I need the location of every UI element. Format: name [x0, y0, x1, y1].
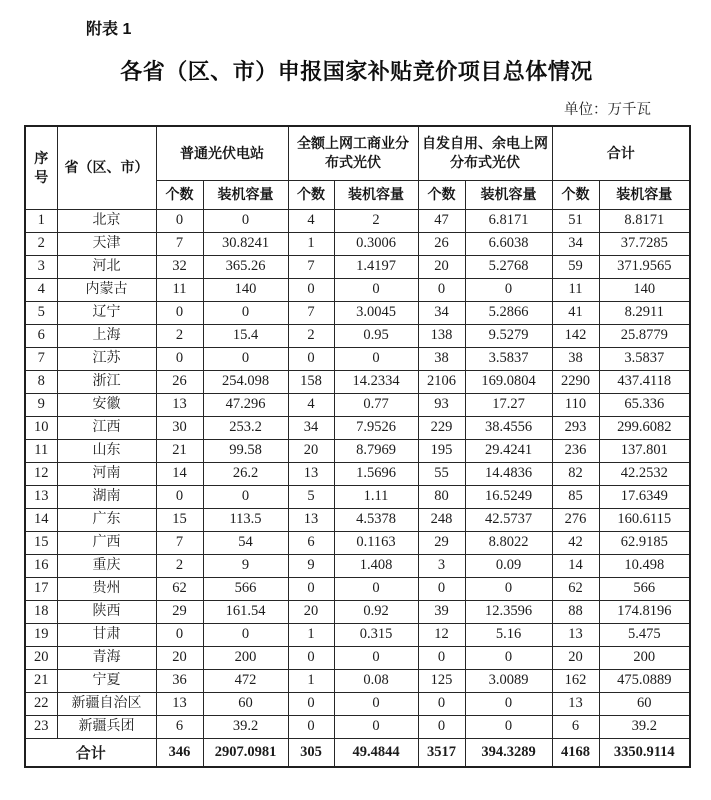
subheader-count: 个数 — [288, 180, 334, 209]
count-cell: 276 — [552, 508, 599, 531]
count-cell: 7 — [156, 531, 203, 554]
count-cell: 32 — [156, 255, 203, 278]
table-row — [25, 623, 690, 646]
table-row — [25, 209, 690, 232]
capacity-cell: 0 — [465, 278, 552, 301]
subheader-capacity: 装机容量 — [599, 180, 690, 209]
table-row — [25, 669, 690, 692]
count-cell: 9 — [288, 554, 334, 577]
capacity-cell: 0.92 — [334, 600, 418, 623]
row-number-cell: 23 — [25, 715, 57, 738]
count-cell: 125 — [418, 669, 465, 692]
province-cell: 山东 — [57, 439, 156, 462]
count-cell: 36 — [156, 669, 203, 692]
capacity-cell: 0 — [334, 646, 418, 669]
count-cell: 2 — [288, 324, 334, 347]
count-cell: 6 — [156, 715, 203, 738]
capacity-cell: 160.6115 — [599, 508, 690, 531]
province-cell: 新疆兵团 — [57, 715, 156, 738]
count-cell: 248 — [418, 508, 465, 531]
capacity-cell: 113.5 — [203, 508, 288, 531]
capacity-cell: 371.9565 — [599, 255, 690, 278]
capacity-cell: 65.336 — [599, 393, 690, 416]
table-row — [25, 393, 690, 416]
count-cell: 7 — [156, 232, 203, 255]
row-number-cell: 19 — [25, 623, 57, 646]
province-cell: 广东 — [57, 508, 156, 531]
count-cell: 38 — [552, 347, 599, 370]
count-cell: 26 — [418, 232, 465, 255]
count-cell: 13 — [552, 692, 599, 715]
capacity-cell: 16.5249 — [465, 485, 552, 508]
table-row — [25, 508, 690, 531]
table-footer — [25, 738, 690, 767]
count-cell: 21 — [156, 439, 203, 462]
capacity-cell: 1.5696 — [334, 462, 418, 485]
count-cell: 1 — [288, 232, 334, 255]
count-cell: 0 — [156, 301, 203, 324]
row-number-cell: 2 — [25, 232, 57, 255]
row-number-cell: 10 — [25, 416, 57, 439]
row-number-cell: 6 — [25, 324, 57, 347]
count-cell: 0 — [156, 347, 203, 370]
row-number-cell: 13 — [25, 485, 57, 508]
capacity-cell: 42.2532 — [599, 462, 690, 485]
subheader-count: 个数 — [156, 180, 203, 209]
capacity-cell: 0.95 — [334, 324, 418, 347]
row-number-cell: 3 — [25, 255, 57, 278]
capacity-cell: 0 — [465, 692, 552, 715]
table-row — [25, 577, 690, 600]
capacity-cell: 1.408 — [334, 554, 418, 577]
table-row — [25, 324, 690, 347]
count-cell: 20 — [288, 439, 334, 462]
count-cell: 7 — [288, 255, 334, 278]
capacity-cell: 14.4836 — [465, 462, 552, 485]
capacity-cell: 169.0804 — [465, 370, 552, 393]
count-cell: 82 — [552, 462, 599, 485]
province-cell: 广西 — [57, 531, 156, 554]
capacity-cell: 0 — [465, 715, 552, 738]
capacity-cell: 5.2768 — [465, 255, 552, 278]
capacity-cell: 7.9526 — [334, 416, 418, 439]
province-cell: 江苏 — [57, 347, 156, 370]
total-capacity-cell: 394.3289 — [465, 738, 552, 767]
capacity-cell: 365.26 — [203, 255, 288, 278]
province-cell: 湖南 — [57, 485, 156, 508]
row-number-cell: 21 — [25, 669, 57, 692]
capacity-cell: 0 — [465, 577, 552, 600]
capacity-cell: 15.4 — [203, 324, 288, 347]
table-row — [25, 439, 690, 462]
capacity-cell: 3.0045 — [334, 301, 418, 324]
capacity-cell: 5.475 — [599, 623, 690, 646]
row-number-cell: 12 — [25, 462, 57, 485]
capacity-cell: 8.2911 — [599, 301, 690, 324]
row-number-cell: 1 — [25, 209, 57, 232]
header-group-total: 合计 — [552, 126, 690, 180]
capacity-cell: 29.4241 — [465, 439, 552, 462]
table-row — [25, 301, 690, 324]
row-number-cell: 8 — [25, 370, 57, 393]
capacity-cell: 25.8779 — [599, 324, 690, 347]
capacity-cell: 0.77 — [334, 393, 418, 416]
count-cell: 42 — [552, 531, 599, 554]
capacity-cell: 3.5837 — [465, 347, 552, 370]
table-row — [25, 347, 690, 370]
capacity-cell: 4.5378 — [334, 508, 418, 531]
row-number-cell: 7 — [25, 347, 57, 370]
count-cell: 2290 — [552, 370, 599, 393]
count-cell: 0 — [288, 347, 334, 370]
province-cell: 浙江 — [57, 370, 156, 393]
subheader-count: 个数 — [552, 180, 599, 209]
capacity-cell: 3.5837 — [599, 347, 690, 370]
count-cell: 1 — [288, 669, 334, 692]
capacity-cell: 0.1163 — [334, 531, 418, 554]
count-cell: 4 — [288, 393, 334, 416]
province-cell: 河北 — [57, 255, 156, 278]
capacity-cell: 0 — [203, 623, 288, 646]
province-cell: 新疆自治区 — [57, 692, 156, 715]
total-count-cell: 305 — [288, 738, 334, 767]
province-cell: 江西 — [57, 416, 156, 439]
capacity-cell: 99.58 — [203, 439, 288, 462]
total-capacity-cell: 3350.9114 — [599, 738, 690, 767]
row-number-cell: 22 — [25, 692, 57, 715]
count-cell: 62 — [156, 577, 203, 600]
count-cell: 51 — [552, 209, 599, 232]
capacity-cell: 1.11 — [334, 485, 418, 508]
row-number-cell: 5 — [25, 301, 57, 324]
capacity-cell: 2 — [334, 209, 418, 232]
count-cell: 13 — [552, 623, 599, 646]
capacity-cell: 10.498 — [599, 554, 690, 577]
capacity-cell: 437.4118 — [599, 370, 690, 393]
count-cell: 7 — [288, 301, 334, 324]
count-cell: 293 — [552, 416, 599, 439]
count-cell: 88 — [552, 600, 599, 623]
count-cell: 11 — [156, 278, 203, 301]
total-row — [25, 738, 690, 767]
capacity-cell: 17.27 — [465, 393, 552, 416]
subheader-capacity: 装机容量 — [465, 180, 552, 209]
capacity-cell: 12.3596 — [465, 600, 552, 623]
capacity-cell: 566 — [203, 577, 288, 600]
capacity-cell: 140 — [599, 278, 690, 301]
row-number-cell: 18 — [25, 600, 57, 623]
count-cell: 39 — [418, 600, 465, 623]
capacity-cell: 254.098 — [203, 370, 288, 393]
count-cell: 34 — [418, 301, 465, 324]
count-cell: 4 — [288, 209, 334, 232]
count-cell: 0 — [418, 715, 465, 738]
count-cell: 12 — [418, 623, 465, 646]
count-cell: 0 — [418, 577, 465, 600]
capacity-cell: 200 — [203, 646, 288, 669]
total-count-cell: 3517 — [418, 738, 465, 767]
count-cell: 47 — [418, 209, 465, 232]
capacity-cell: 0.315 — [334, 623, 418, 646]
table-row — [25, 416, 690, 439]
count-cell: 138 — [418, 324, 465, 347]
count-cell: 158 — [288, 370, 334, 393]
count-cell: 11 — [552, 278, 599, 301]
province-cell: 上海 — [57, 324, 156, 347]
table-row — [25, 692, 690, 715]
count-cell: 5 — [288, 485, 334, 508]
province-cell: 重庆 — [57, 554, 156, 577]
count-cell: 0 — [418, 646, 465, 669]
table-row — [25, 485, 690, 508]
capacity-cell: 566 — [599, 577, 690, 600]
count-cell: 195 — [418, 439, 465, 462]
count-cell: 38 — [418, 347, 465, 370]
row-number-cell: 9 — [25, 393, 57, 416]
count-cell: 59 — [552, 255, 599, 278]
total-count-cell: 346 — [156, 738, 203, 767]
row-number-cell: 20 — [25, 646, 57, 669]
count-cell: 0 — [288, 278, 334, 301]
province-cell: 青海 — [57, 646, 156, 669]
count-cell: 13 — [288, 508, 334, 531]
unit-label: 单位：万千瓦 — [564, 102, 651, 118]
capacity-cell: 137.801 — [599, 439, 690, 462]
count-cell: 55 — [418, 462, 465, 485]
province-cell: 贵州 — [57, 577, 156, 600]
count-cell: 41 — [552, 301, 599, 324]
count-cell: 20 — [418, 255, 465, 278]
count-cell: 6 — [288, 531, 334, 554]
count-cell: 29 — [156, 600, 203, 623]
capacity-cell: 14.2334 — [334, 370, 418, 393]
table-row — [25, 554, 690, 577]
capacity-cell: 3.0089 — [465, 669, 552, 692]
table-row — [25, 232, 690, 255]
capacity-cell: 0.08 — [334, 669, 418, 692]
count-cell: 0 — [418, 278, 465, 301]
capacity-cell: 0 — [334, 347, 418, 370]
capacity-cell: 47.296 — [203, 393, 288, 416]
table-body — [25, 209, 690, 738]
count-cell: 0 — [418, 692, 465, 715]
table-row — [25, 255, 690, 278]
appendix-label: 附表 1 — [86, 21, 132, 38]
table-row — [25, 600, 690, 623]
capacity-cell: 0.3006 — [334, 232, 418, 255]
capacity-cell: 5.2866 — [465, 301, 552, 324]
capacity-cell: 0 — [334, 692, 418, 715]
count-cell: 34 — [552, 232, 599, 255]
total-count-cell: 4168 — [552, 738, 599, 767]
row-number-cell: 17 — [25, 577, 57, 600]
header-no: 序号 — [25, 126, 57, 209]
header-group-ordinary-pv: 普通光伏电站 — [156, 126, 288, 180]
capacity-cell: 39.2 — [203, 715, 288, 738]
count-cell: 34 — [288, 416, 334, 439]
count-cell: 1 — [288, 623, 334, 646]
total-capacity-cell: 49.4844 — [334, 738, 418, 767]
count-cell: 14 — [156, 462, 203, 485]
page-title: 各省（区、市）申报国家补贴竞价项目总体情况 — [120, 59, 593, 84]
capacity-cell: 200 — [599, 646, 690, 669]
capacity-cell: 475.0889 — [599, 669, 690, 692]
row-number-cell: 14 — [25, 508, 57, 531]
count-cell: 2106 — [418, 370, 465, 393]
capacity-cell: 9 — [203, 554, 288, 577]
capacity-cell: 0 — [203, 347, 288, 370]
provinces-summary-table — [24, 125, 691, 768]
capacity-cell: 0 — [334, 715, 418, 738]
capacity-cell: 5.16 — [465, 623, 552, 646]
province-cell: 北京 — [57, 209, 156, 232]
header-group-self-use-distributed-pv: 自发自用、余电上网分布式光伏 — [418, 126, 552, 180]
capacity-cell: 174.8196 — [599, 600, 690, 623]
count-cell: 0 — [288, 577, 334, 600]
header-province: 省（区、市） — [57, 126, 156, 209]
capacity-cell: 6.6038 — [465, 232, 552, 255]
count-cell: 142 — [552, 324, 599, 347]
total-label: 合计 — [25, 738, 156, 767]
capacity-cell: 62.9185 — [599, 531, 690, 554]
table-row — [25, 531, 690, 554]
capacity-cell: 30.8241 — [203, 232, 288, 255]
capacity-cell: 42.5737 — [465, 508, 552, 531]
capacity-cell: 8.8171 — [599, 209, 690, 232]
capacity-cell: 39.2 — [599, 715, 690, 738]
count-cell: 0 — [156, 485, 203, 508]
count-cell: 162 — [552, 669, 599, 692]
count-cell: 85 — [552, 485, 599, 508]
row-number-cell: 15 — [25, 531, 57, 554]
count-cell: 14 — [552, 554, 599, 577]
table-header — [25, 126, 690, 209]
header-group-full-grid-distributed-pv: 全额上网工商业分布式光伏 — [288, 126, 418, 180]
province-cell: 河南 — [57, 462, 156, 485]
capacity-cell: 0 — [334, 278, 418, 301]
capacity-cell: 0 — [203, 301, 288, 324]
province-cell: 内蒙古 — [57, 278, 156, 301]
count-cell: 0 — [288, 715, 334, 738]
capacity-cell: 1.4197 — [334, 255, 418, 278]
capacity-cell: 0.09 — [465, 554, 552, 577]
count-cell: 0 — [156, 209, 203, 232]
capacity-cell: 26.2 — [203, 462, 288, 485]
province-cell: 甘肃 — [57, 623, 156, 646]
capacity-cell: 8.8022 — [465, 531, 552, 554]
capacity-cell: 60 — [599, 692, 690, 715]
table-row — [25, 370, 690, 393]
count-cell: 93 — [418, 393, 465, 416]
capacity-cell: 9.5279 — [465, 324, 552, 347]
capacity-cell: 0 — [203, 209, 288, 232]
header-row-groups — [25, 126, 690, 180]
count-cell: 236 — [552, 439, 599, 462]
table-row — [25, 646, 690, 669]
count-cell: 0 — [156, 623, 203, 646]
count-cell: 13 — [156, 393, 203, 416]
count-cell: 20 — [288, 600, 334, 623]
count-cell: 13 — [288, 462, 334, 485]
count-cell: 80 — [418, 485, 465, 508]
province-cell: 安徽 — [57, 393, 156, 416]
capacity-cell: 6.8171 — [465, 209, 552, 232]
capacity-cell: 0 — [203, 485, 288, 508]
count-cell: 13 — [156, 692, 203, 715]
count-cell: 0 — [288, 646, 334, 669]
table-row — [25, 715, 690, 738]
capacity-cell: 37.7285 — [599, 232, 690, 255]
total-capacity-cell: 2907.0981 — [203, 738, 288, 767]
capacity-cell: 0 — [334, 577, 418, 600]
capacity-cell: 299.6082 — [599, 416, 690, 439]
subheader-capacity: 装机容量 — [334, 180, 418, 209]
capacity-cell: 38.4556 — [465, 416, 552, 439]
count-cell: 20 — [156, 646, 203, 669]
capacity-cell: 253.2 — [203, 416, 288, 439]
count-cell: 6 — [552, 715, 599, 738]
province-cell: 宁夏 — [57, 669, 156, 692]
count-cell: 110 — [552, 393, 599, 416]
count-cell: 29 — [418, 531, 465, 554]
capacity-cell: 140 — [203, 278, 288, 301]
table-row — [25, 462, 690, 485]
table-row — [25, 278, 690, 301]
count-cell: 26 — [156, 370, 203, 393]
count-cell: 20 — [552, 646, 599, 669]
count-cell: 229 — [418, 416, 465, 439]
capacity-cell: 17.6349 — [599, 485, 690, 508]
subheader-capacity: 装机容量 — [203, 180, 288, 209]
count-cell: 0 — [288, 692, 334, 715]
row-number-cell: 11 — [25, 439, 57, 462]
count-cell: 2 — [156, 324, 203, 347]
province-cell: 陕西 — [57, 600, 156, 623]
count-cell: 15 — [156, 508, 203, 531]
capacity-cell: 60 — [203, 692, 288, 715]
count-cell: 2 — [156, 554, 203, 577]
capacity-cell: 472 — [203, 669, 288, 692]
capacity-cell: 161.54 — [203, 600, 288, 623]
count-cell: 30 — [156, 416, 203, 439]
row-number-cell: 4 — [25, 278, 57, 301]
capacity-cell: 8.7969 — [334, 439, 418, 462]
province-cell: 天津 — [57, 232, 156, 255]
subheader-count: 个数 — [418, 180, 465, 209]
count-cell: 62 — [552, 577, 599, 600]
capacity-cell: 0 — [465, 646, 552, 669]
row-number-cell: 16 — [25, 554, 57, 577]
province-cell: 辽宁 — [57, 301, 156, 324]
capacity-cell: 54 — [203, 531, 288, 554]
count-cell: 3 — [418, 554, 465, 577]
